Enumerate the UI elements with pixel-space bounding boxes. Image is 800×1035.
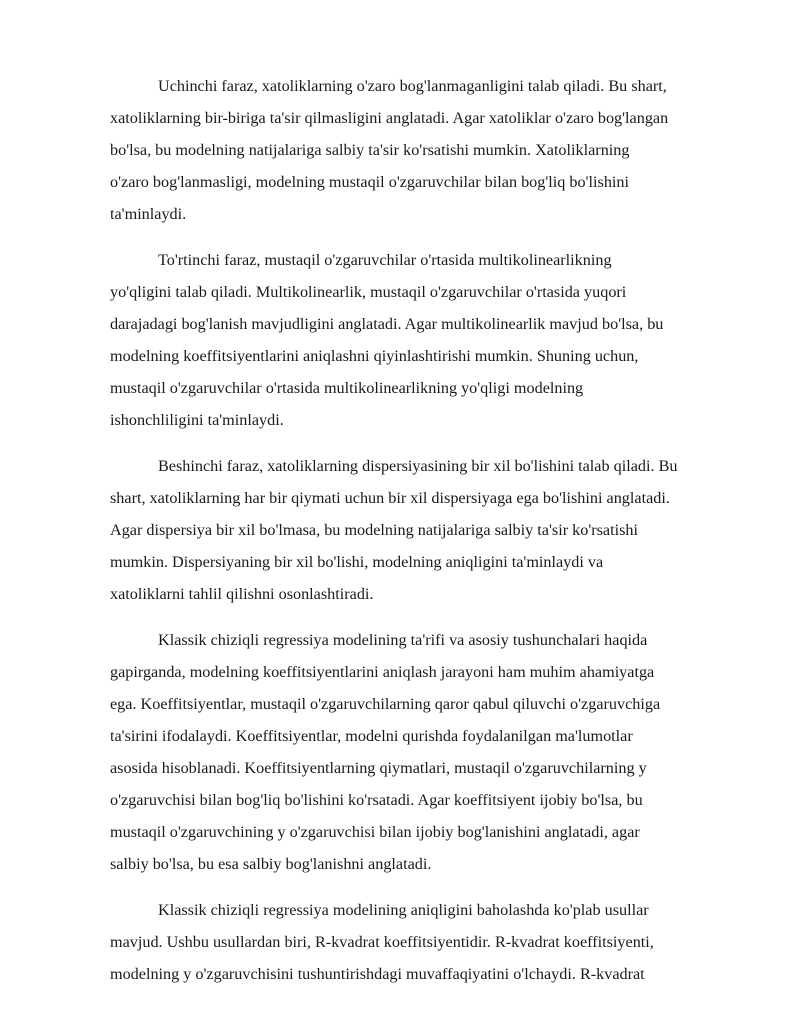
text-line: asosida hisoblanadi. Koeffitsiyentlarning qiymatlari, mustaqil o'zgaruvchilarning y <box>110 759 647 777</box>
text-line: o'zaro bog'lanmasligi, modelning mustaqil o'zgaruvchilar bilan bog'liq bo'lishini <box>110 173 630 191</box>
text-line: mumkin. Dispersiyaning bir xil bo'lishi, modelning aniqligini ta'minlaydi va <box>110 553 604 571</box>
paragraph <box>110 244 750 436</box>
text-line: shart, xatoliklarning har bir qiymati uchun bir xil dispersiyaga ega bo'lishini anglatadi. <box>110 489 670 507</box>
text-line: o'zgaruvchisi bilan bog'liq bo'lishini ko'rsatadi. Agar koeffitsiyent ijobiy bo'lsa, bu <box>110 791 643 809</box>
paragraph <box>110 624 750 880</box>
text-line: ega. Koeffitsiyentlar, mustaqil o'zgaruvchilarning qaror qabul qiluvchi o'zgaruvchiga <box>110 695 661 713</box>
text-line: mavjud. Ushbu usullardan biri, R-kvadrat koeffitsiyentidir. R-kvadrat koeffitsiyenti, <box>110 933 654 951</box>
text-line: salbiy bo'lsa, bu esa salbiy bog'lanishni anglatadi. <box>110 855 432 873</box>
text-line: xatoliklarni tahlil qilishni osonlashtiradi. <box>110 585 374 603</box>
text-line: Uchinchi faraz, xatoliklarning o'zaro bog'lanmaganligini talab qiladi. Bu shart, <box>158 77 667 95</box>
text-line: modelning koeffitsiyentlarini aniqlashni qiyinlashtirishi mumkin. Shuning uchun, <box>110 347 639 365</box>
text-line: ta'minlaydi. <box>110 205 187 223</box>
text-line: mustaqil o'zgaruvchilar o'rtasida multikolinearlikning yo'qligi modelning <box>110 379 584 397</box>
text-line: Beshinchi faraz, xatoliklarning dispersiyasining bir xil bo'lishini talab qiladi. Bu <box>158 457 678 475</box>
text-line: Klassik chiziqli regressiya modelining aniqligini baholashda ko'plab usullar <box>158 901 649 919</box>
text-line: To'rtinchi faraz, mustaqil o'zgaruvchilar o'rtasida multikolinearlikning <box>158 251 612 269</box>
text-line: gapirganda, modelning koeffitsiyentlarini aniqlash jarayoni ham muhim ahamiyatga <box>110 663 655 681</box>
paragraph <box>110 70 750 230</box>
text-line: ishonchliligini ta'minlaydi. <box>110 411 284 429</box>
text-line: Agar dispersiya bir xil bo'lmasa, bu modelning natijalariga salbiy ta'sir ko'rsatishi <box>110 521 638 539</box>
text-line: darajadagi bog'lanish mavjudligini anglatadi. Agar multikolinearlik mavjud bo'lsa, bu <box>110 315 664 333</box>
text-line: modelning y o'zgaruvchisini tushuntirishdagi muvaffaqiyatini o'lchaydi. R-kvadrat <box>110 965 645 983</box>
text-line: yo'qligini talab qiladi. Multikolinearlik, mustaqil o'zgaruvchilar o'rtasida yuqori <box>110 283 627 301</box>
text-line: ta'sirini ifodalaydi. Koeffitsiyentlar, modelni qurishda foydalanilgan ma'lumotlar <box>110 727 633 745</box>
text-line: mustaqil o'zgaruvchining y o'zgaruvchisi bilan ijobiy bog'lanishini anglatadi, agar <box>110 823 640 841</box>
text-line: bo'lsa, bu modelning natijalariga salbiy ta'sir ko'rsatishi mumkin. Xatoliklarning <box>110 141 630 159</box>
paragraph <box>110 894 750 990</box>
document-body <box>110 70 750 1004</box>
paragraph <box>110 450 750 610</box>
text-line: Klassik chiziqli regressiya modelining ta'rifi va asosiy tushunchalari haqida <box>158 631 648 649</box>
text-line: xatoliklarning bir-biriga ta'sir qilmasligini anglatadi. Agar xatoliklar o'zaro bog'langan <box>110 109 669 127</box>
